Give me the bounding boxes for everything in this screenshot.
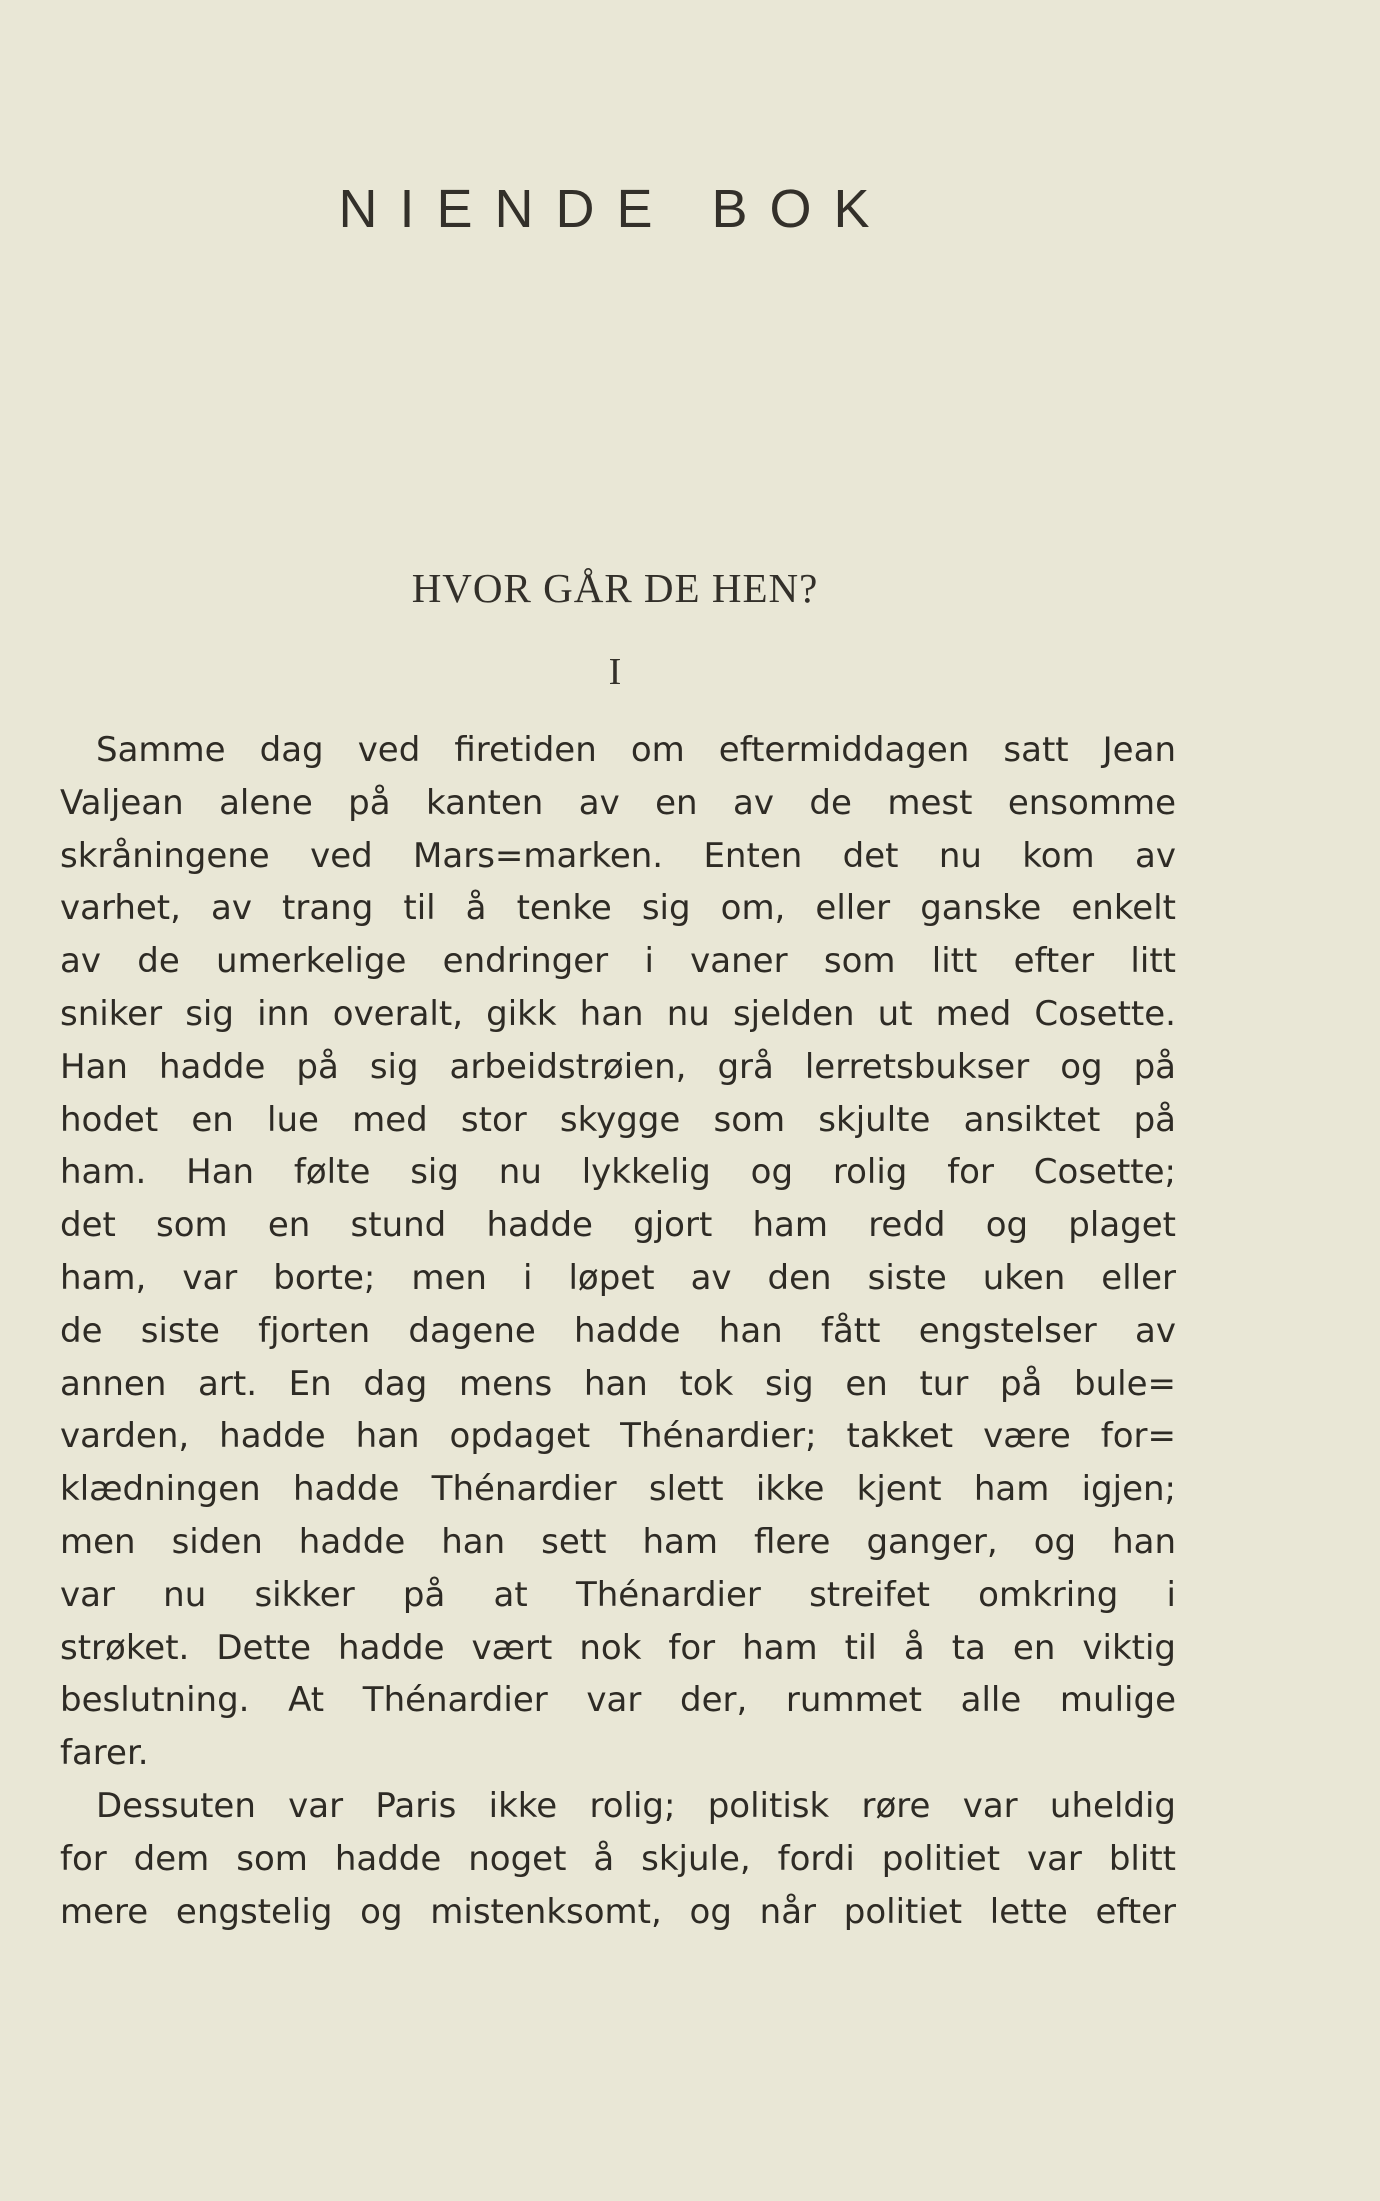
text-line: de siste fjorten dagene hadde han fått engstelser av: [60, 1310, 1176, 1351]
text-line: skråningene ved Mars=marken. Enten det nu kom av: [60, 835, 1176, 876]
text-line: Han hadde på sig arbeidstrøien, grå lerretsbukser og på: [60, 1046, 1176, 1087]
text-line: strøket. Dette hadde vært nok for ham til å ta en viktig: [60, 1627, 1176, 1668]
text-line: klædningen hadde Thénardier slett ikke kjent ham igjen;: [60, 1469, 1176, 1510]
body-text: [60, 724, 1176, 1938]
chapter-number: I: [608, 651, 622, 693]
text-line: ham, var borte; men i løpet av den siste uken eller: [60, 1257, 1176, 1298]
text-line: hodet en lue med stor skygge som skjulte ansiktet på: [60, 1099, 1176, 1140]
text-line: annen art. En dag mens han tok sig en tur på bule=: [60, 1363, 1176, 1404]
text-line: var nu sikker på at Thénardier streifet omkring i: [60, 1574, 1176, 1615]
chapter-title: HVOR GÅR DE HEN?: [411, 565, 819, 611]
text-line: for dem som hadde noget å skjule, fordi politiet var blitt: [60, 1838, 1176, 1879]
text-line: av de umerkelige endringer i vaner som litt efter litt: [60, 941, 1176, 982]
text-line: mere engstelig og mistenksomt, og når politiet lette efter: [60, 1891, 1176, 1932]
text-line: varhet, av trang til å tenke sig om, eller ganske enkelt: [60, 888, 1176, 929]
text-line: men siden hadde han sett ham flere ganger, og han: [60, 1521, 1176, 1562]
book-heading: NIENDE BOK: [338, 179, 892, 239]
text-line: varden, hadde han opdaget Thénardier; takket være for=: [60, 1416, 1176, 1457]
paragraph-1: [60, 724, 1176, 1780]
text-line: Valjean alene på kanten av en av de mest ensomme: [60, 782, 1176, 823]
text-line: Dessuten var Paris ikke rolig; politisk røre var uheldig: [96, 1785, 1176, 1826]
text-line: Samme dag ved firetiden om eftermiddagen satt Jean: [96, 730, 1176, 770]
text-line: det som en stund hadde gjort ham redd og plaget: [60, 1205, 1176, 1246]
text-line: sniker sig inn overalt, gikk han nu sjelden ut med Cosette.: [60, 993, 1176, 1034]
paragraph-2: [60, 1780, 1176, 1938]
text-line: ham. Han følte sig nu lykkelig og rolig for Cosette;: [60, 1152, 1176, 1193]
text-line: beslutning. At Thénardier var der, rummet alle mulige: [60, 1680, 1176, 1721]
text-line: farer.: [60, 1733, 149, 1774]
